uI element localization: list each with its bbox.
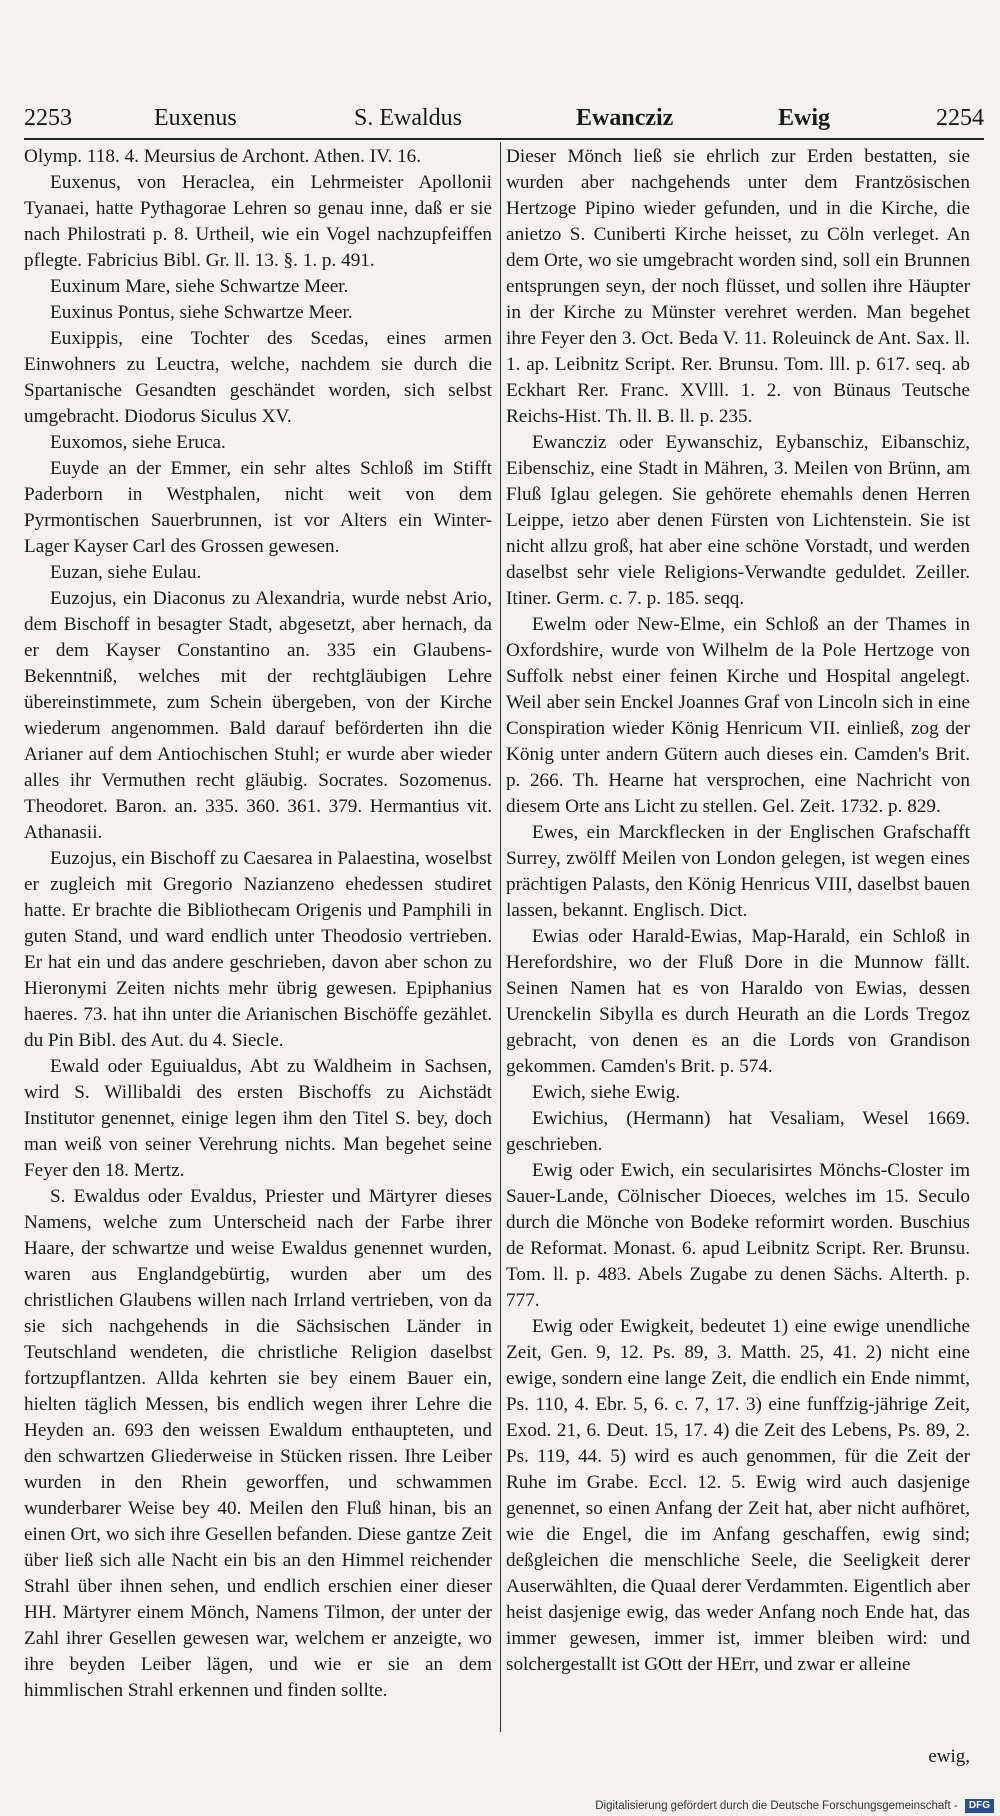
column-divider <box>500 142 501 1732</box>
entry-paragraph: Ewelm oder New-Elme, ein Schloß an der Thames in Oxfordshire, wurde von Wilhelm de la Pole Hertzoge von Suffolk nebst einer feinen Kirche und Hospital angelegt. Weil aber sein Enckel Joannes Graf von Lincoln sich in eine Conspiration wieder König Henricum VII. einließ, zog der König unter andern Gütern auch dieses ein. Camden's Brit. p. 266. Th. Hearne hat versprochen, eine Nachricht von diesem Orte ans Licht zu stellen. Gel. Zeit. 1732. p. 829. <box>506 614 970 817</box>
catchword: ewig, <box>928 1746 970 1767</box>
dfg-logo: DFG <box>965 1799 994 1813</box>
entry-paragraph: Euzojus, ein Diaconus zu Alexandria, wurde nebst Ario, dem Bischoff in besagter Stadt, abgesetzt, aber hernach, da er dem Kayser Constantino an. 335 ein Glaubens-Bekenntniß, welches mit der rechtgläubigen Lehre übereinstimmete, zum Schein übergeben, von der Kirche wiederum angenommen. Bald darauf beförderten ihn die Arianer auf dem Antiochischen Stuhl; er wurde aber wieder alles ihr Vermuthen recht gläubig. Socrates. Sozomenus. Theodoret. Baron. an. 335. 360. 361. 379. Hermantius vit. Athanasii. <box>24 588 492 843</box>
entry-paragraph: Ewes, ein Marckflecken in der Englischen Grafschafft Surrey, zwölff Meilen von London gelegen, ist wegen eines prächtigen Palasts, den König Henricus VIII, daselbst bauen lassen, bekannt. Englisch. Dict. <box>506 822 970 921</box>
column-number-right: 2254 <box>936 105 984 131</box>
entry-paragraph: Ewich, siehe Ewig. <box>532 1082 681 1103</box>
entry-paragraph: Euxinum Mare, siehe Schwartze Meer. <box>50 276 349 297</box>
entry-paragraph: Ewig oder Ewigkeit, bedeutet 1) eine ewige unendliche Zeit, Gen. 9, 12. Ps. 89, 3. Matth. 25, 41. 2) nicht eine ewige, sondern eine lange Zeit, die endlich ein Ende nimmt, Ps. 110, 4. Ebr. 5, 6. c. 7, 17. 3) eine funffzig-jährige Zeit, Exod. 21, 6. Deut. 15, 17. 4) die Zeit des Lebens, Ps. 89, 2. Ps. 119, 44. 5) wird es auch genommen, für die Zeit der Ruhe im Grabe. Eccl. 12. 5. Ewig wird auch dasjenige genennet, so einen Anfang der Zeit hat, aber nicht aufhöret, wie die Engel, die im Anfang geschaffen, ewig sind; deßgleichen die menschliche Seele, die Seeligkeit derer Auserwählten, die Quaal derer Verdammten. Eigentlich aber heist dasjenige ewig, das weder Anfang noch Ende hat, das immer gewesen, immer ist, immer bleiben wird: und solchergestallt ist GOtt der HErr, und zwar er alleine <box>506 1316 970 1675</box>
header-keyword-4: Ewig <box>778 105 831 131</box>
header-keyword-1: Euxenus <box>154 105 237 131</box>
entry-paragraph: Euxinus Pontus, siehe Schwartze Meer. <box>50 302 353 323</box>
footer-text: Digitalisierung gefördert durch die Deutsche Forschungsgemeinschaft - <box>595 1800 958 1812</box>
header-keyword-3: Ewancziz <box>576 105 674 131</box>
entry-paragraph: Ewancziz oder Eywanschiz, Eybanschiz, Eibanschiz, Eibenschiz, eine Stadt in Mähren, 3. Meilen von Brünn, am Fluß Iglau gelegen. Sie gehörete ehemahls denen Herren Leippe, ietzo aber denen Fürsten von Lichtenstein. Sie ist nicht allzu groß, hat aber eine schöne Vorstadt, und werden daselbst sehr viele Religions-Verwandte geduldet. Zeiller. Itiner. Germ. c. 7. p. 185. seqq. <box>506 432 970 609</box>
entry-paragraph: Euxippis, eine Tochter des Scedas, eines armen Einwohners zu Leuctra, welche, nachdem sie durch die Spartanische Gesandten geschändet worden, sich selbst umgebracht. Diodorus Siculus XV. <box>24 328 492 427</box>
entry-paragraph: Olymp. 118. 4. Meursius de Archont. Athen. IV. 16. <box>24 146 422 167</box>
header-keyword-2: S. Ewaldus <box>354 105 462 131</box>
left-column <box>24 144 492 1704</box>
entry-paragraph: Ewig oder Ewich, ein secularisirtes Mönchs-Closter im Sauer-Lande, Cölnischer Dioeces, welches im 15. Seculo durch die Mönche von Bodeke reformirt worden. Buschius de Reformat. Monast. 6. apud Leibnitz Script. Rer. Brunsu. Tom. ll. p. 483. Abels Zugabe zu denen Sächs. Alterth. p. 777. <box>506 1160 970 1311</box>
entry-paragraph: Ewias oder Harald-Ewias, Map-Harald, ein Schloß in Herefordshire, wo der Fluß Dore in die Munnow fällt. Seinen Namen hat es von Haraldo von Ewias, dessen Urenckelin Sibylla es durch Heurath an die Lords Tregoz gebracht, von denen es an die Lords von Grandison gekommen. Camden's Brit. p. 574. <box>506 926 970 1077</box>
running-header <box>24 96 984 140</box>
digitization-footer <box>595 1796 1000 1816</box>
column-number-left: 2253 <box>24 105 72 131</box>
entry-paragraph: Euyde an der Emmer, ein sehr altes Schloß im Stifft Paderborn in Westphalen, nicht weit von dem Pyrmontischen Sauerbrunnen, ist vor Alters ein Winter-Lager Kayser Carl des Grossen gewesen. <box>24 458 492 557</box>
header-rule <box>24 138 984 140</box>
entry-paragraph: S. Ewaldus oder Evaldus, Priester und Märtyrer dieses Namens, welche zum Unterscheid nach der Farbe ihrer Haare, der schwartze und weise Ewaldus genennet wurden, waren aus Englandgebürtig, wurden aber um des christlichen Glaubens willen nach Irrland vertrieben, von da sie sich nachgehends in die Sächsischen Länder in Teutschland wendeten, die christliche Religion daselbst fortzupflantzen. Allda kehrten sie bey einem Bauer ein, hielten täglich Messen, bis endlich wegen ihrer Lehre die Heyden an. 693 den weissen Ewaldum enthaupteten, und den schwartzen Gliederweise in Stücken rissen. Ihre Leiber wurden in den Rhein geworffen, und schwammen wunderbarer Weise bey 40. Meilen den Fluß hinan, bis an einen Ort, wo sich ihre Gesellen befanden. Diese gantze Zeit über ließ sich alle Nacht ein bis an den Himmel reichender Strahl über ihnen sehen, und endlich erschien einer dieser HH. Märtyrer einem Mönch, Namens Tilmon, der unter der Zahl ihrer Gesellen gewesen war, welchem er anzeigte, wo ihre beyden Leiber lägen, und wie er sie an dem himmlischen Strahl erkennen und finden sollte. <box>24 1186 492 1701</box>
entry-paragraph: Euxomos, siehe Eruca. <box>50 432 226 453</box>
entry-paragraph: Euxenus, von Heraclea, ein Lehrmeister Apollonii Tyanaei, hatte Pythagorae Lehren so genau inne, daß er sie nach Philostrati p. 8. Urtheil, wie ein Vogel nachzupfeiffen pflegte. Fabricius Bibl. Gr. ll. 13. §. 1. p. 491. <box>24 172 492 271</box>
entry-paragraph: Ewichius, (Hermann) hat Vesaliam, Wesel 1669. geschrieben. <box>506 1108 970 1155</box>
entry-paragraph: Euzan, siehe Eulau. <box>50 562 202 583</box>
right-column <box>506 144 970 1678</box>
entry-paragraph: Dieser Mönch ließ sie ehrlich zur Erden bestatten, sie wurden aber nachgehends unter dem Frantzösischen Hertzoge Pipino wieder gefunden, und in die Kirche, die anietzo S. Cuniberti Kirche heisset, zu Cöln verleget. An dem Orte, wo sie umgebracht worden sind, soll ein Brunnen entsprungen seyn, der noch flüsset, und sollen ihre Häupter in der Kirche zu Münster verehret werden. Man begehet ihre Feyer den 3. Oct. Beda V. 11. Roleuinck de Ant. Sax. ll. 1. ap. Leibnitz Script. Rer. Brunsu. Tom. lll. p. 617. seq. ab Eckhart Rer. Franc. XVlll. 1. 2. von Bünaus Teutsche Reichs-Hist. Th. ll. B. ll. p. 235. <box>506 146 970 427</box>
entry-paragraph: Ewald oder Eguiualdus, Abt zu Waldheim in Sachsen, wird S. Willibaldi des ersten Bischoffs zu Aichstädt Institutor genennet, einige legen ihm den Titel S. bey, doch man weiß von seiner Verehrung nichts. Man begehet seine Feyer den 18. Mertz. <box>24 1056 492 1181</box>
entry-paragraph: Euzojus, ein Bischoff zu Caesarea in Palaestina, woselbst er zugleich mit Gregorio Nazianzeno ehedessen studiret hatte. Er brachte die Bibliothecam Origenis und Pamphili in guten Stand, und ward endlich unter Theodosio vertrieben. Er hat ein und das andere geschrieben, davon aber schon zu Hieronymi Zeiten nichts mehr übrig gewesen. Epiphanius haeres. 73. hat ihn unter die Arianischen Bischöffe gezählet. du Pin Bibl. des Aut. du 4. Siecle. <box>24 848 492 1051</box>
